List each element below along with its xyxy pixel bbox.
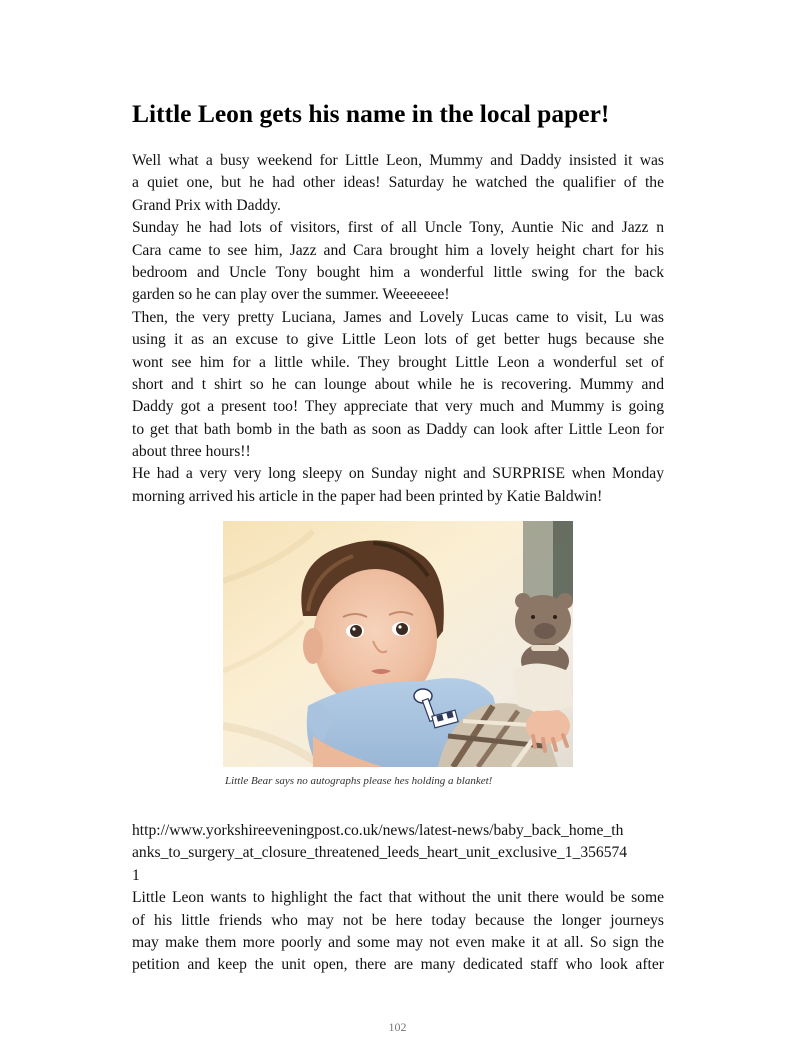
baby-photo-illustration: [223, 521, 573, 767]
text-line: wont see him for a little while. They brought Little Leon a wonderful set of: [132, 353, 664, 371]
text-line: Daddy got a present too! They appreciate that very much and Mummy is going: [132, 398, 664, 416]
text-line: garden so he can play over the summer. Weeeeeee!: [132, 286, 450, 304]
article-title: Little Leon gets his name in the local paper!: [132, 99, 610, 128]
text-line: petition and keep the unit open, there are many dedicated staff who look after: [132, 956, 664, 974]
text-line: using it as an excuse to give Little Leon lots of get better hugs because she: [132, 331, 664, 349]
text-line: Then, the very pretty Luciana, James and Lovely Lucas came to visit, Lu was: [132, 308, 664, 326]
article-link-line[interactable]: anks_to_surgery_at_closure_threatened_leeds_heart_unit_exclusive_1_356574: [132, 844, 628, 862]
photo-caption: Little Bear says no autographs please hes holding a blanket!: [225, 775, 493, 787]
article-body-bottom: [132, 820, 664, 977]
text-line: He had a very very long sleepy on Sunday night and SURPRISE when Monday: [132, 465, 664, 483]
text-line: Cara came to see him, Jazz and Cara brought him a lovely height chart for his: [132, 241, 664, 259]
article-body-top: [132, 150, 664, 508]
text-line: Grand Prix with Daddy.: [132, 196, 281, 214]
text-line: Well what a busy weekend for Little Leon, Mummy and Daddy insisted it was: [132, 152, 664, 169]
text-line: morning arrived his article in the paper had been printed by Katie Baldwin!: [132, 487, 603, 505]
page-number: 102: [388, 1020, 407, 1034]
text-line: to get that bath bomb in the bath as soon as Daddy can look after Little Leon for: [132, 420, 664, 438]
text-line: about three hours!!: [132, 443, 251, 461]
baby-photo: [223, 521, 573, 767]
text-line: Little Leon wants to highlight the fact that without the unit there would be some: [132, 889, 664, 907]
text-line: bedroom and Uncle Tony bought him a wonderful little swing for the back: [132, 263, 664, 281]
text-line: may make them more poorly and some may not even make it at all. So sign the: [132, 933, 664, 951]
article-link-line[interactable]: http://www.yorkshireeveningpost.co.uk/news/latest-news/baby_back_home_th: [132, 822, 624, 839]
text-line: Sunday he had lots of visitors, first of all Uncle Tony, Auntie Nic and Jazz n: [132, 219, 664, 237]
text-line: short and t shirt so he can lounge about while he is recovering. Mummy and: [132, 375, 664, 393]
text-line: a quiet one, but he had other ideas! Saturday he watched the qualifier of the: [132, 174, 664, 192]
text-line: of his little friends who may not be here today because the longer journeys: [132, 911, 664, 929]
article-link-line[interactable]: 1: [132, 866, 140, 884]
